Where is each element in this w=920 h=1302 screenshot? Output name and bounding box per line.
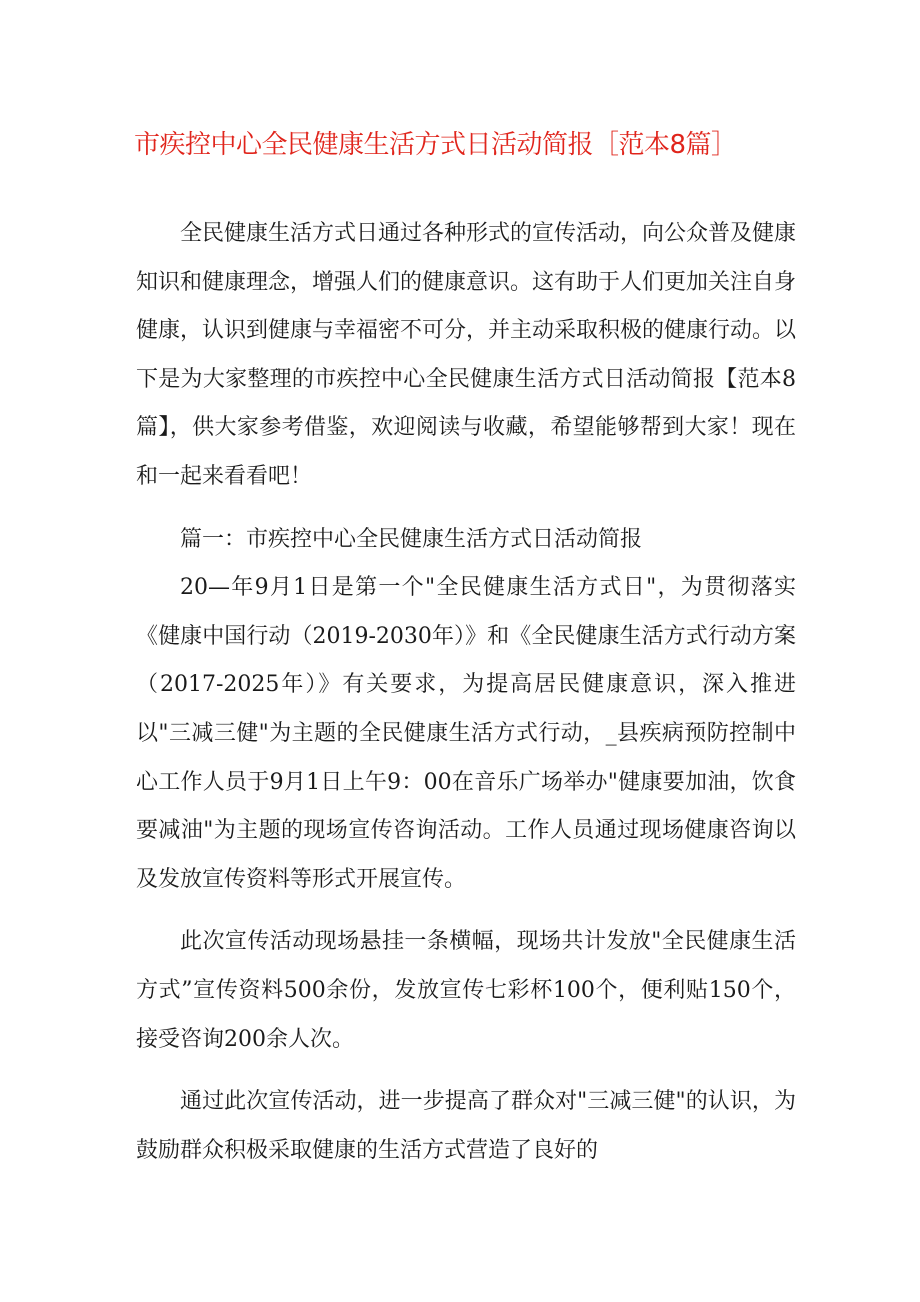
paragraph-intro: 全民健康生活方式日通过各种形式的宣传活动，向公众普及健康知识和健康理念，增强人们的健康意识。这有助于人们更加关注自身健康，认识到健康与幸福密不可分，并主动采取积极的健康行动。以下是为大家整理的市疾控中心全民健康生活方式日活动简报【范本8篇】，供大家参考借鉴，欢迎阅读与收藏，希望能够帮到大家！现在和一起来看看吧！ — [136, 221, 797, 489]
paragraph-event-details: 20—年9月1日是第一个"全民健康生活方式日"，为贯彻落实《健康中国行动（2019-2030年）》和《全民健康生活方式行动方案（2017-2025年）》有关要求，为提高居民健康意识，深入推进以"三减三健"为主题的全民健康生活方式行动，_县疾病预防控制中心工作人员于9月1日上午9：00在音乐广场举办"健康要加油，饮食要减油"为主题的现场宣传咨询活动。工作人员通过现场健康咨询以及发放宣传资料等形式开展宣传。 — [136, 575, 796, 892]
paragraph-materials: 此次宣传活动现场悬挂一条横幅，现场共计发放"全民健康生活方式”宣传资料500余份，发放宣传七彩杯100个，便利贴150个，接受咨询200余人次。 — [136, 929, 796, 1052]
paragraph-section-heading: 篇一：市疾控中心全民健康生活方式日活动简报 — [180, 526, 643, 552]
paragraph-conclusion: 通过此次宣传活动，进一步提高了群众对"三减三健"的认识，为鼓励群众积极采取健康的生活方式营造了良好的 — [136, 1089, 796, 1163]
document-title: 市疾控中心全民健康生活方式日活动简报［范本8篇］ — [134, 130, 737, 160]
document-body — [136, 210, 796, 1175]
